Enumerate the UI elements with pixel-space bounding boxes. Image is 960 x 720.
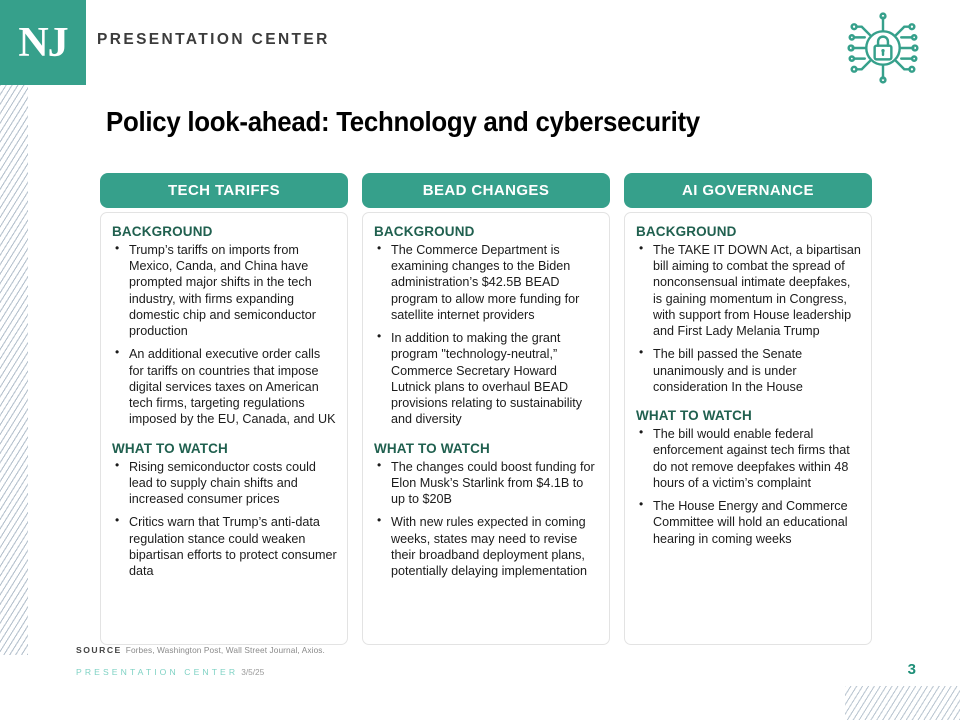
card-container — [100, 173, 872, 645]
list-item: • In addition to making the grant program "technology-neutral,” Commerce Secretary Howard Lutnick plans to overhaul BEAD provisions relating to sustainability and diversity — [374, 330, 599, 427]
cyber-lock-icon — [843, 10, 923, 86]
list-item: • Rising semiconductor costs could lead to supply chain shifts and increased consumer prices — [112, 459, 337, 508]
card-tech-tariffs — [100, 173, 348, 645]
bullet-list — [636, 242, 861, 395]
section-heading-what-to-watch: WHAT TO WATCH — [374, 440, 490, 456]
bullet-list — [374, 459, 599, 580]
presentation-center-label: PRESENTATION CENTER — [76, 667, 239, 678]
list-item: • The changes could boost funding for Elon Musk’s Starlink from $4.1B to up to $20B — [374, 459, 599, 508]
card-bead-changes — [362, 173, 610, 645]
list-item: • The bill would enable federal enforcement against tech firms that do not remove deepfakes within 48 hours of a victim’s complaint — [636, 426, 861, 491]
nj-logo-text: NJ — [18, 19, 68, 66]
list-item: • The Commerce Department is examining changes to the Biden administration’s $42.5B BEAD program to allow more funding for satellite internet providers — [374, 242, 599, 323]
section-heading-background: BACKGROUND — [112, 224, 213, 239]
list-item: • The House Energy and Commerce Committee will hold an educational hearing in coming weeks — [636, 498, 861, 547]
bullet-list — [112, 242, 337, 428]
nj-logo — [0, 0, 86, 85]
footer-date: 3/5/25 — [241, 667, 265, 678]
section-heading-what-to-watch: WHAT TO WATCH — [112, 440, 228, 456]
section-heading-what-to-watch: WHAT TO WATCH — [636, 408, 752, 424]
page-title: Policy look-ahead: Technology and cybersecurity — [106, 106, 700, 137]
bottom-right-stripe-decoration — [845, 686, 960, 720]
list-item: • The bill passed the Senate unanimously and is under consideration In the House — [636, 346, 861, 395]
section-heading-background: BACKGROUND — [636, 224, 737, 239]
page-number: 3 — [907, 661, 916, 678]
footer — [76, 638, 325, 683]
bullet-list — [374, 242, 599, 428]
brand-wordmark: PRESENTATION CENTER — [97, 31, 330, 48]
list-item: • Trump’s tariffs on imports from Mexico, Canda, and China have prompted major shifts in the tech industry, with firms expanding domestic chip and semiconductor production — [112, 242, 337, 339]
left-stripe-decoration — [0, 85, 28, 655]
footer-presentation-row — [76, 660, 325, 683]
card-body-tech-tariffs — [100, 212, 348, 645]
section-heading-background: BACKGROUND — [374, 224, 475, 239]
card-body-ai-governance — [624, 212, 872, 645]
card-title-bead-changes: BEAD CHANGES — [362, 173, 610, 208]
list-item: • The TAKE IT DOWN Act, a bipartisan bill aiming to combat the spread of nonconsensual intimate deepfakes, is gaining momentum in Congress, with support from House leadership and First Lady Melania Trump — [636, 242, 861, 339]
bullet-list — [112, 459, 337, 580]
list-item: • An additional executive order calls for tariffs on countries that impose digital services taxes on American tech firms, targeting regulations imposed by the EU, Canada, and UK — [112, 346, 337, 427]
bullet-list — [636, 426, 861, 547]
footer-source-row — [76, 638, 325, 661]
card-ai-governance — [624, 173, 872, 645]
source-label: SOURCE — [76, 644, 122, 655]
list-item: • Critics warn that Trump’s anti-data regulation stance could weaken bipartisan efforts to protect consumer data — [112, 514, 337, 579]
card-title-ai-governance: AI GOVERNANCE — [624, 173, 872, 208]
source-value: Forbes, Washington Post, Wall Street Journal, Axios. — [125, 644, 325, 655]
card-body-bead-changes — [362, 212, 610, 645]
list-item: • With new rules expected in coming weeks, states may need to revise their broadband deployment plans, potentially delaying implementation — [374, 514, 599, 579]
card-title-tech-tariffs: TECH TARIFFS — [100, 173, 348, 208]
